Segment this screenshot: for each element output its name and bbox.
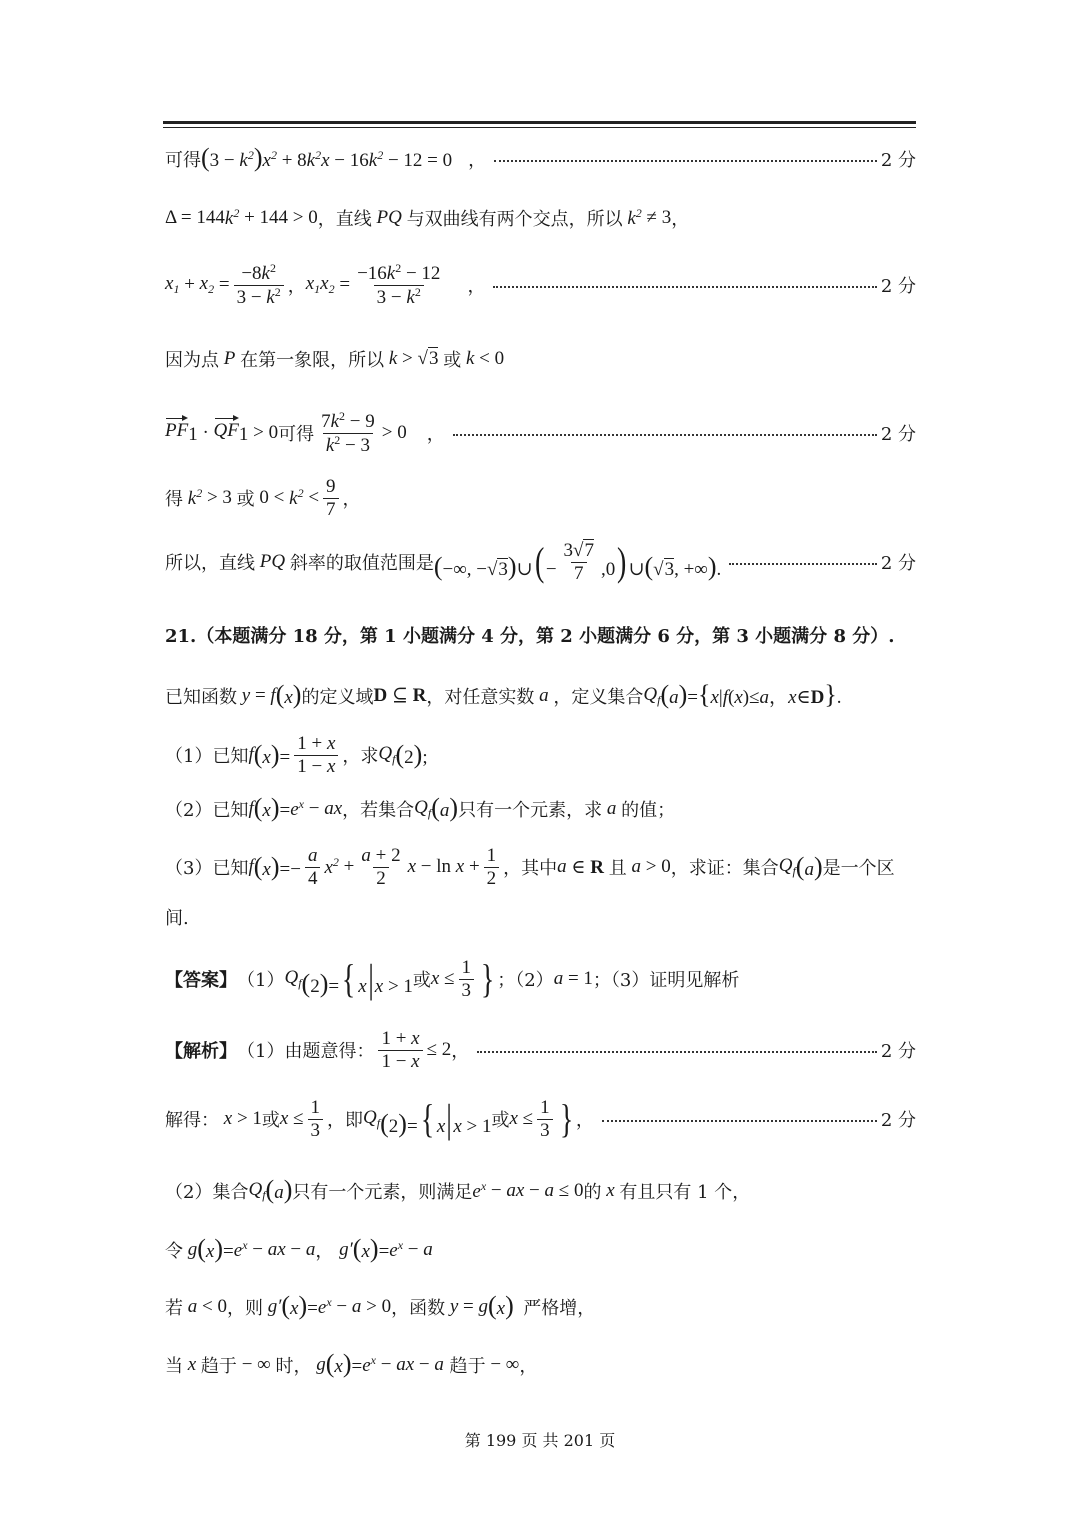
text: 只有一个元素，则满足 — [292, 1181, 473, 1203]
line-quadratic-equation: 可得 $(3 - k^2)x^2 + 8k^2x - 16k^2 - 12 = 0$ ， 2 分 — [165, 143, 916, 172]
text: 所以，直线 — [165, 553, 255, 575]
text: 或 — [261, 1110, 280, 1132]
text: （2）已知 — [165, 799, 249, 821]
text: ；（2） — [497, 970, 554, 992]
text: ，求 — [342, 746, 379, 768]
text: 可得 — [165, 149, 201, 171]
text: （1）已知 — [165, 746, 249, 768]
question-21-heading — [165, 622, 916, 648]
question-21-part-3-cont — [165, 904, 916, 930]
line-discriminant: Δ = 144 $k^2$ + 144 > 0 ，直线 PQ 与双曲线有两个交点，所以 $k^2$ ≠ 3 ， — [165, 206, 690, 230]
score-label: 2 分 — [880, 424, 916, 446]
text: （2）集合 — [165, 1181, 249, 1203]
solve-line: 解得： x > 1 或 x ≤ $\frac{1}{3}$ ，即 $Q_f$ (2)={ x|x > 1 或 x ≤ $\frac{1}{3}$ } ， 2 分 — [165, 1096, 916, 1142]
text: 只有一个元素，求 — [458, 799, 603, 821]
score-label: 2 分 — [880, 1110, 916, 1132]
score-label: 2 分 — [880, 553, 916, 575]
page-footer: 第 199 页 共 201 页 — [464, 1431, 616, 1450]
text: 当 — [165, 1355, 183, 1377]
text: 有且只有 1 个， — [619, 1181, 751, 1203]
header-rule-thick — [163, 121, 916, 124]
text: 因为点 — [165, 350, 219, 371]
question-21-part-2: （2）已知 f (x)= $e^x$ − ax ，若集合 $Q_f$ (a) 只有一个元素，求 a 的值； — [165, 793, 676, 822]
dot-leader — [493, 286, 876, 288]
text: 解得： — [165, 1110, 219, 1132]
question-21-intro: 已知函数 y = f (x) 的定义域 D ⊆ R ，对任意实数 a ，定义集合 $Q_f$ (a)={x|f(x)≤a，x∈D}. — [165, 680, 842, 709]
text: ，函数 — [391, 1297, 446, 1319]
dot-leader — [602, 1120, 877, 1122]
dot-leader — [453, 434, 877, 436]
analysis-line: 【解析】 （1）由题意得： $\frac{1 + x}{1 - x}$ ≤ 2 ， 2 分 — [165, 1028, 916, 1072]
text: 或 — [236, 489, 255, 511]
text: 或 — [412, 970, 431, 992]
text: 令 — [165, 1240, 183, 1262]
text: （3）已知 — [165, 858, 249, 880]
line-k-range: 得 $k^2$ > 3 或 0 < $k^2$ < $\frac{9}{7}$ ， — [165, 476, 361, 520]
text: ， — [519, 1355, 538, 1377]
text: 斜率的取值范围是 — [289, 553, 434, 575]
text: ，直线 — [317, 209, 372, 230]
analysis-define-g: 令 g (x)= $e^x$ − ax − a ， g′ (x)= $e^x$ − a — [165, 1234, 433, 1263]
text: （1） — [237, 970, 285, 992]
dot-leader — [494, 160, 877, 162]
answer-label: 【答案】 — [165, 970, 237, 992]
text: 的 — [583, 1181, 602, 1203]
analysis-limit: 当 x 趋于 − ∞ 时， g (x)= $e^x$ − ax − a 趋于 − ∞ ， — [165, 1349, 538, 1378]
analysis-part-2: （2）集合 $Q_f$ (a) 只有一个元素，则满足 $e^x$ − ax − a ≤ 0 的 x 有且只有 1 个， — [165, 1175, 751, 1204]
text: ，其中 — [503, 858, 558, 880]
line-first-quadrant: 因为点 P 在第一象限，所以 k > √3 或 k < 0 — [165, 348, 505, 371]
dot-leader — [477, 1051, 877, 1053]
line-vieta: $x_1$ + $x_2$ = $\frac{-8k^2}{3 - k^2}$ ， $x_1x_2$ = $\frac{-16k^2 - 12}{3 - k^2}$ ， 2 分 — [165, 261, 916, 308]
text: ，定义集合 — [553, 686, 644, 708]
analysis-label: 【解析】 — [165, 1041, 237, 1063]
question-21-part-1: （1）已知 f (x)= $\frac{1 + x}{1 - x}$ ，求 $Q_f$ (2); — [165, 733, 428, 777]
line-slope-range: 所以，直线 PQ 斜率的取值范围是 (−∞, −√3)∪( − $\frac{3√7}{7}$ ,0) ∪(√3, +∞). 2 分 — [165, 539, 916, 585]
text: 得 — [165, 489, 183, 511]
analysis-case-a-negative: 若 a < 0 ，则 g′ (x)= $e^x$ − a > 0 ，函数 y = g (x) 严格增， — [165, 1291, 596, 1320]
text: 或 — [443, 350, 462, 371]
text: ；（3）证明见解析 — [592, 970, 740, 992]
text: ，则 — [226, 1297, 263, 1319]
text: 是一个区 — [822, 858, 895, 880]
text: 21.（本题满分 18 分，第 1 小题满分 4 分，第 2 小题满分 6 分，第 3 小题满分 8 分）. — [165, 626, 895, 647]
text: 若 — [165, 1297, 183, 1319]
text: 可得 — [278, 424, 315, 446]
text: 在第一象限，所以 — [240, 350, 385, 371]
text: 严格增， — [523, 1297, 596, 1319]
text: 趋于 — [449, 1355, 486, 1377]
dot-leader — [729, 563, 877, 565]
answer-line: 【答案】 （1） $Q_f$ (2)={ x|x > 1 或 x ≤ $\frac{1}{3}$ } ；（2） a = 1 ；（3）证明见解析 — [165, 956, 740, 1002]
text: 间. — [165, 908, 189, 929]
text: 的值； — [621, 799, 676, 821]
score-label: 2 分 — [880, 1041, 916, 1063]
header-rule-thin — [163, 127, 916, 128]
text: 且 — [608, 858, 627, 880]
text: 与双曲线有两个交点，所以 — [406, 209, 623, 230]
text: 已知函数 — [165, 686, 237, 708]
text: 时， — [275, 1355, 312, 1377]
text: 或 — [491, 1110, 510, 1132]
text: 的定义域 — [301, 686, 374, 708]
text: 趋于 — [200, 1355, 237, 1377]
score-label: 2 分 — [880, 149, 916, 171]
score-label: 2 分 — [880, 276, 916, 298]
text: ，求证：集合 — [670, 858, 779, 880]
text: ，对任意实数 — [426, 686, 535, 708]
text: （1）由题意得： — [237, 1041, 375, 1063]
question-21-part-3: （3）已知 f (x)=− $\frac{a}{4}$ $x^2$ + $\frac{a + 2}{2}$ x − ln x + $\frac{1}{2}$ ，其中 a ∈ R 且 a > 0 ，求证：集合 $Q_f$ (a) 是一个区 — [165, 845, 895, 889]
text: ，若集合 — [342, 799, 415, 821]
text: ，即 — [327, 1110, 364, 1132]
line-dot-product: $PF_1$ · $QF_1$ > 0 可得 $\frac{7k^2 - 9}{k^2 - 3}$ > 0 ， 2 分 — [165, 409, 916, 456]
